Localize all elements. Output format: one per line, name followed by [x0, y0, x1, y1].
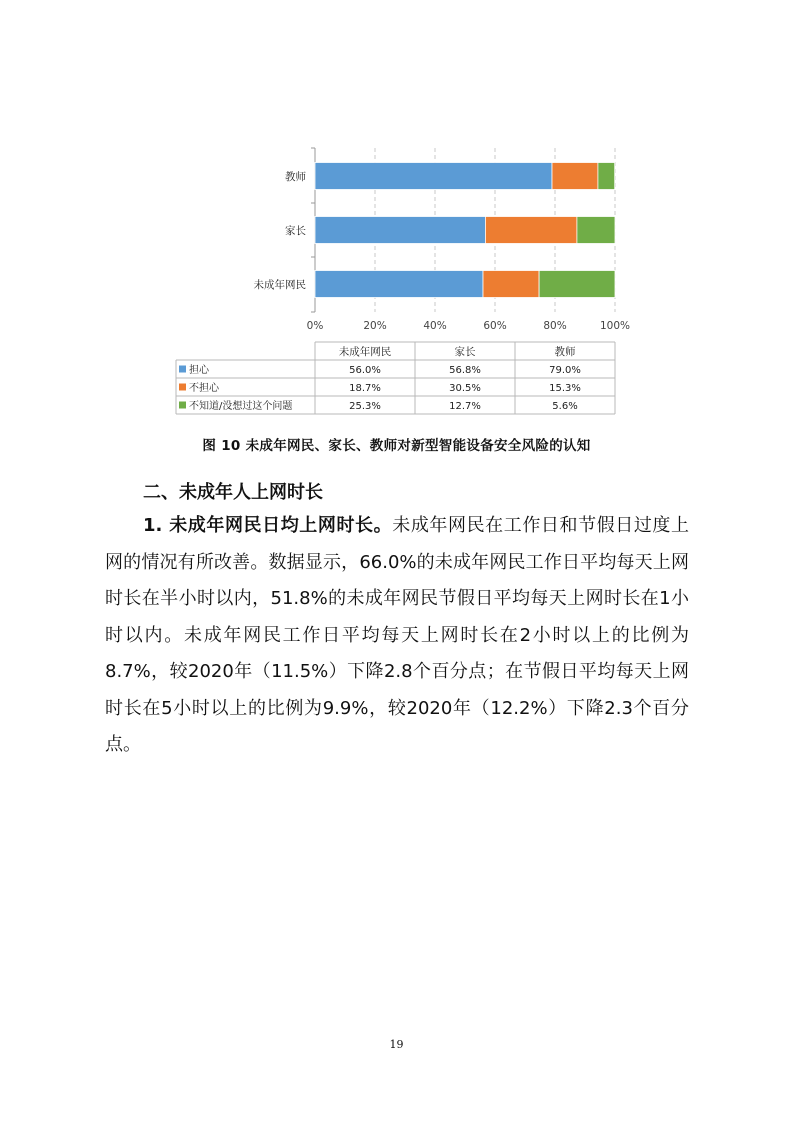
table-cell: 30.5% — [449, 383, 481, 394]
bar-segment — [598, 163, 615, 190]
legend-label: 担心 — [189, 365, 209, 376]
bar-segment — [539, 271, 615, 298]
x-tick-label: 80% — [543, 320, 567, 332]
x-tick-label: 40% — [423, 320, 447, 332]
table-header: 家长 — [454, 346, 476, 358]
table-cell: 5.6% — [552, 401, 578, 412]
table-cell: 18.7% — [349, 383, 381, 394]
legend-key — [179, 384, 186, 391]
bar-segment — [483, 271, 539, 298]
category-label: 教师 — [285, 171, 306, 183]
stacked-bar-chart — [0, 0, 793, 430]
bar-segment — [485, 217, 577, 244]
body-paragraph — [105, 508, 689, 764]
table-cell: 56.0% — [349, 365, 381, 376]
legend-label: 不担心 — [189, 383, 219, 394]
bar-segment — [315, 217, 485, 244]
legend-key — [179, 366, 186, 373]
paragraph-lead: 1. 未成年网民日均上网时长。 — [143, 515, 393, 536]
paragraph-body: 未成年网民在工作日和节假日过度上网的情况有所改善。数据显示，66.0%的未成年网民工作日平均每天上网时长在半小时以内，51.8%的未成年网民节假日平均每天上网时长在1小时以内。未成年网民工作日平均每天上网时长在2小时以上的比例为8.7%，较2020年（11.5%）下降2.8个百分点；在节假日平均每天上网时长在5小时以上的比例为9.9%，较2020年（12.2%）下降2.3个百分点。 — [105, 515, 689, 755]
legend-key — [179, 402, 186, 409]
category-label: 未成年网民 — [253, 279, 306, 291]
bar-segment — [315, 271, 483, 298]
bar-segment — [577, 217, 615, 244]
x-tick-label: 0% — [306, 320, 324, 332]
table-cell: 25.3% — [349, 401, 381, 412]
bar-segment — [552, 163, 598, 190]
page-number: 19 — [389, 1038, 404, 1051]
table-cell: 56.8% — [449, 365, 481, 376]
legend-label: 不知道/没想过这个问题 — [189, 401, 293, 412]
table-cell: 79.0% — [549, 365, 581, 376]
table-cell: 12.7% — [449, 401, 481, 412]
table-header: 教师 — [554, 346, 576, 358]
figure-caption: 图 10 未成年网民、家长、教师对新型智能设备安全风险的认知 — [202, 438, 591, 454]
table-header: 未成年网民 — [338, 346, 392, 358]
category-label: 家长 — [285, 225, 306, 237]
section-title: 二、未成年人上网时长 — [143, 482, 323, 503]
bar-segment — [315, 163, 552, 190]
x-tick-label: 100% — [599, 320, 631, 332]
x-tick-label: 20% — [363, 320, 387, 332]
table-cell: 15.3% — [549, 383, 581, 394]
x-tick-label: 60% — [483, 320, 507, 332]
